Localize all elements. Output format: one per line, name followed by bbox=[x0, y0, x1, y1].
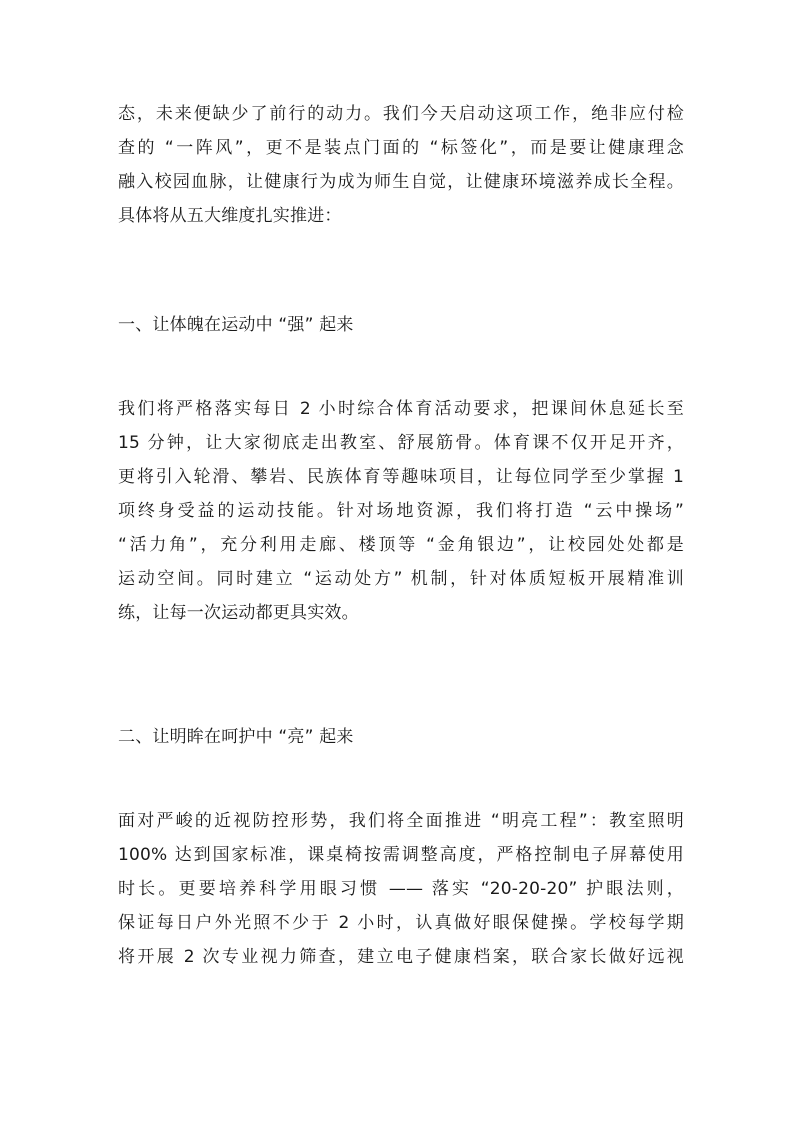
text-line: 保证每日户外光照不少于 2 小时，认真做好眼保健操。学校每学期 bbox=[118, 913, 684, 933]
text-line: 项终身受益的运动技能。针对场地资源，我们将打造 “云中操场” bbox=[118, 501, 684, 521]
text-line: 面对严峻的近视防控形势，我们将全面推进 “明亮工程”：教室照明 bbox=[118, 811, 684, 831]
text-line: 具体将从五大维度扎实推进： bbox=[118, 206, 342, 226]
text-line: 我们将严格落实每日 2 小时综合体育活动要求，把课间休息延长至 bbox=[118, 399, 684, 419]
text-line: 运动空间。同时建立 “运动处方” 机制，针对体质短板开展精准训 bbox=[118, 569, 684, 589]
text-line: 100% 达到国家标准，课桌椅按需调整高度，严格控制电子屏幕使用 bbox=[118, 845, 684, 865]
text-line: 更将引入轮滑、攀岩、民族体育等趣味项目，让每位同学至少掌握 1 bbox=[118, 467, 684, 487]
text-line: 融入校园血脉，让健康行为成为师生自觉，让健康环境滋养成长全程。 bbox=[118, 172, 684, 192]
paragraph-section-1 bbox=[118, 392, 684, 630]
heading-text: 二、让明眸在呵护中 “亮” 起来 bbox=[118, 727, 354, 747]
text-line: 态，未来便缺少了前行的动力。我们今天启动这项工作，绝非应付检 bbox=[118, 104, 684, 124]
heading-text: 一、让体魄在运动中 “强” 起来 bbox=[118, 315, 354, 335]
section-heading-1 bbox=[118, 308, 684, 342]
text-line: 将开展 2 次专业视力筛查，建立电子健康档案，联合家长做好远视 bbox=[118, 947, 684, 967]
section-heading-2 bbox=[118, 720, 684, 754]
text-line: 15 分钟，让大家彻底走出教室、舒展筋骨。体育课不仅开足开齐， bbox=[118, 433, 684, 453]
paragraph-section-2 bbox=[118, 804, 684, 974]
paragraph-intro bbox=[118, 97, 684, 233]
text-line: 练，让每一次运动都更具实效。 bbox=[118, 603, 359, 623]
text-line: 查的 “一阵风”，更不是装点门面的 “标签化”，而是要让健康理念 bbox=[118, 138, 684, 158]
text-line: “活力角”，充分利用走廊、楼顶等 “金角银边”，让校园处处都是 bbox=[118, 535, 684, 555]
text-line: 时长。更要培养科学用眼习惯 —— 落实 “20-20-20” 护眼法则， bbox=[118, 879, 684, 899]
